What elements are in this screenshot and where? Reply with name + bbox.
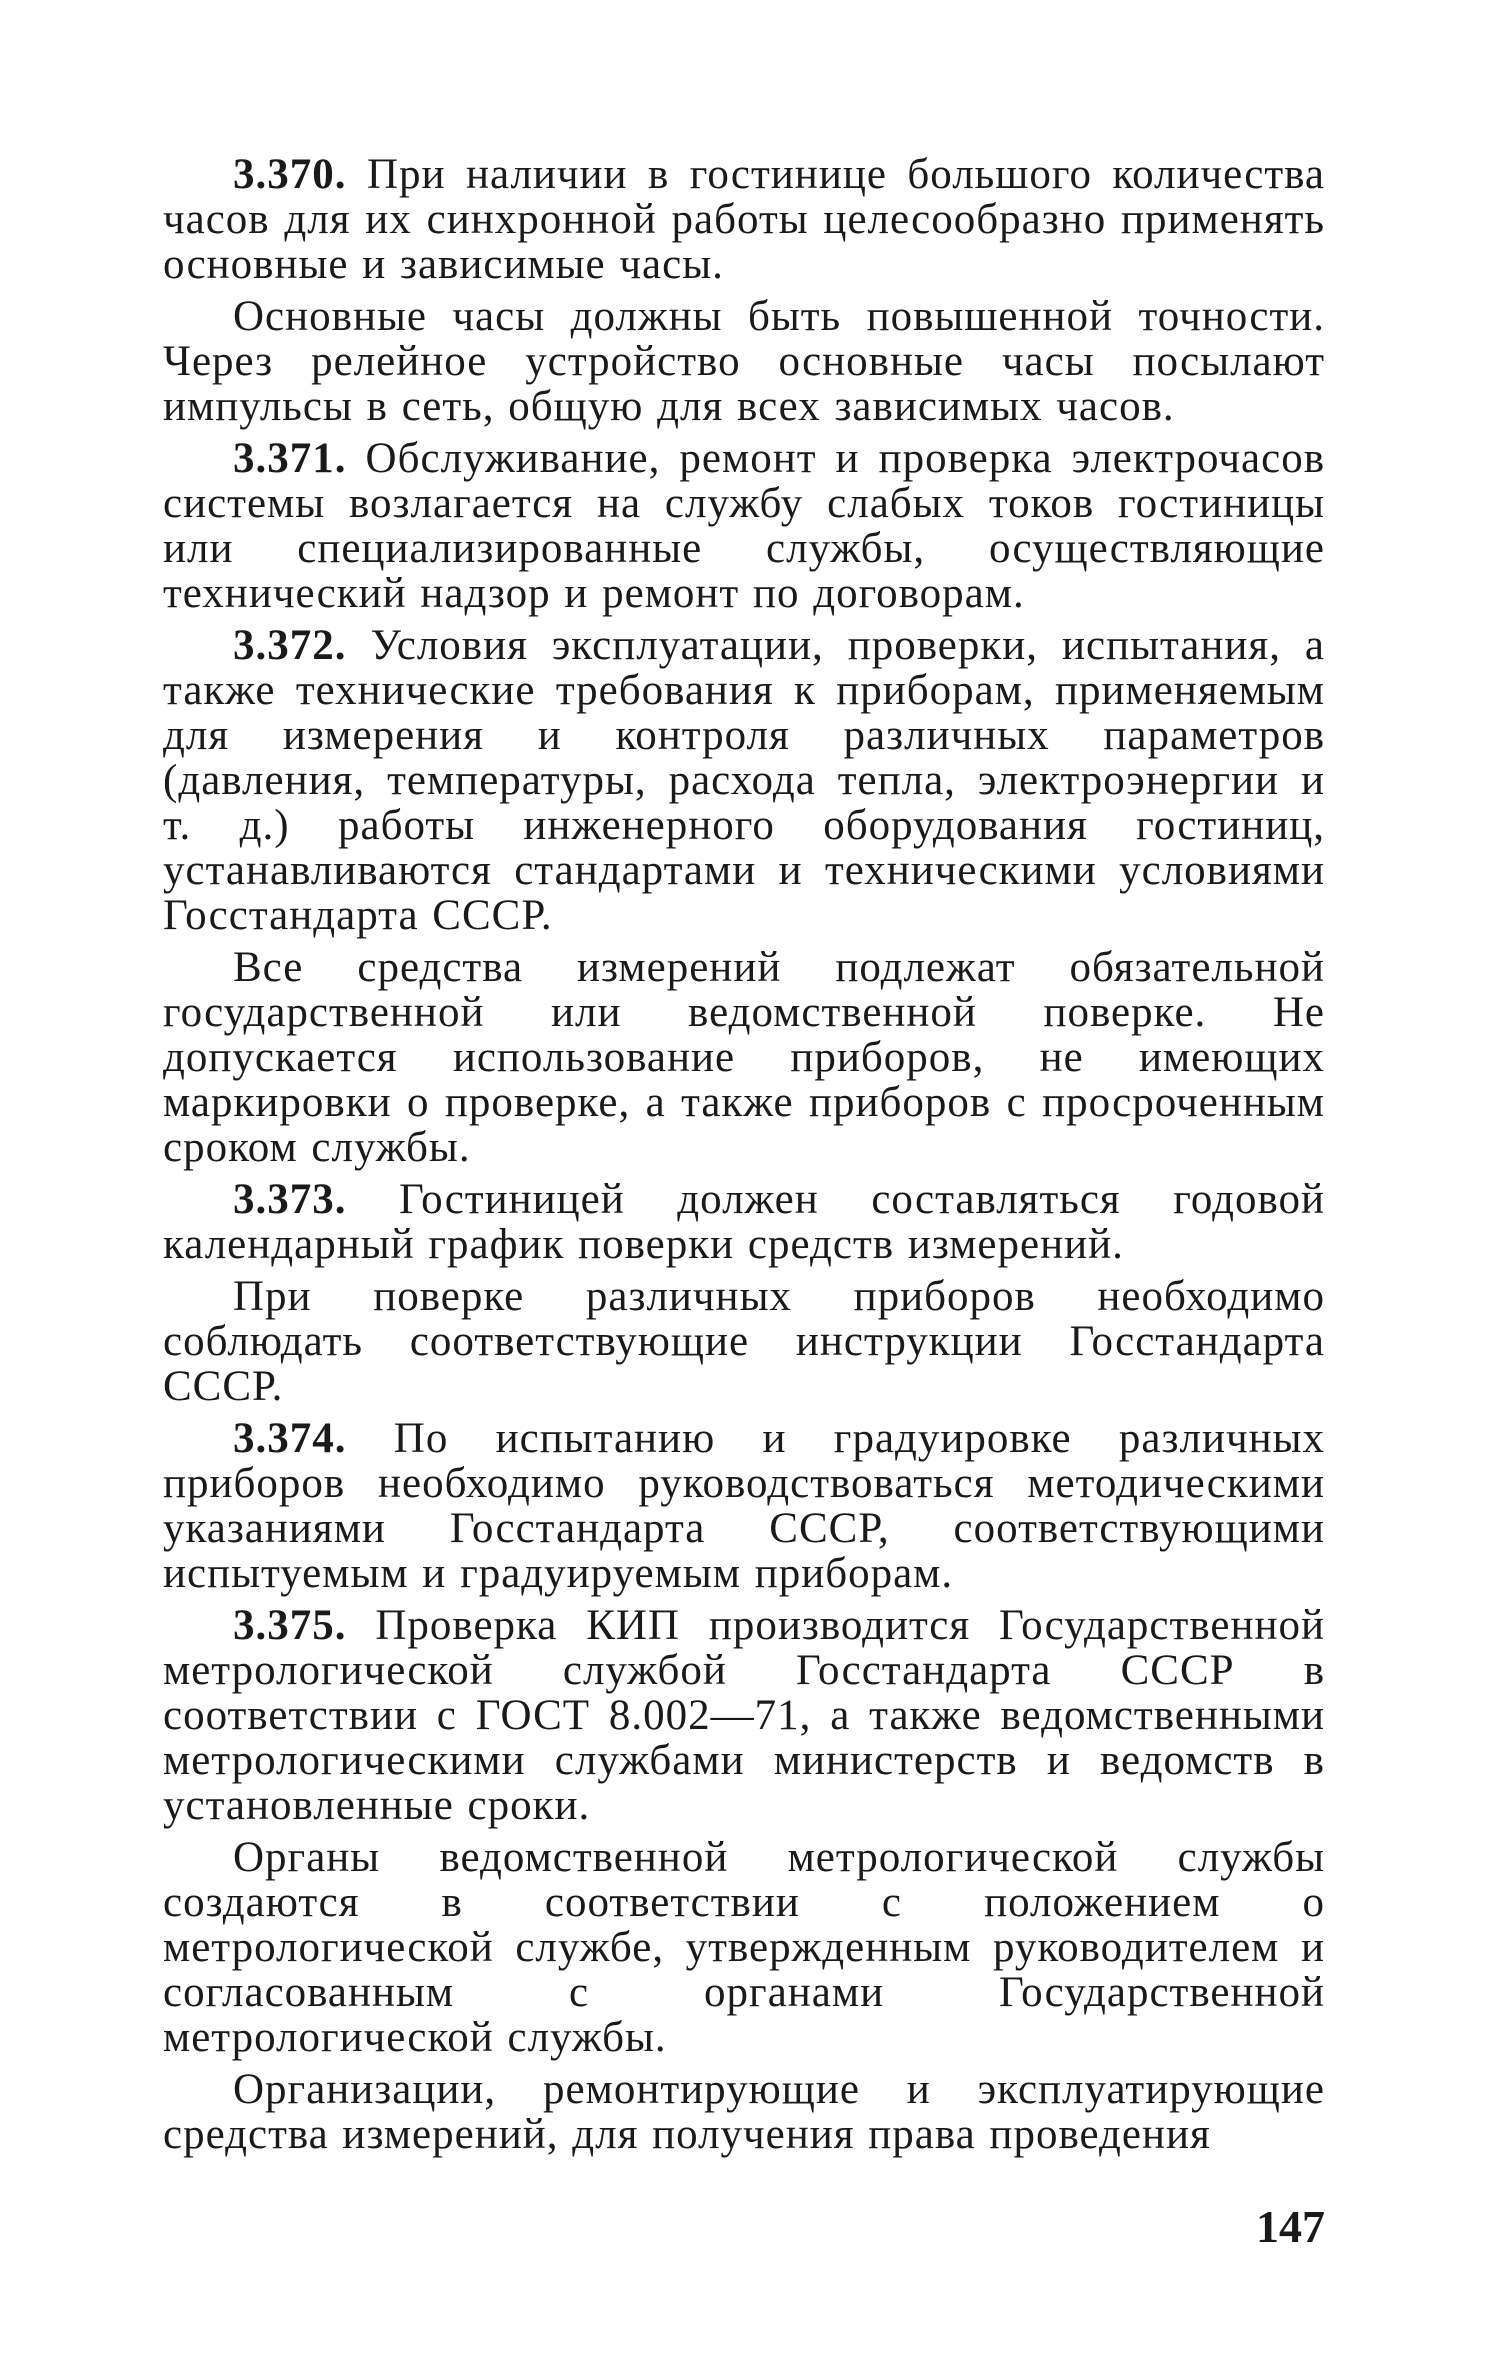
paragraph-3-370 xyxy=(163,152,1325,287)
paragraph-3-373 xyxy=(163,1177,1325,1267)
paragraph-text: Органы ведомственной метрологической службы создаются в соответствии с положением о метрологической службе, утвержденным руководителем и согласованным с органами Государственной метрологической службы. xyxy=(163,1834,1325,2061)
paragraph-text: По испытанию и градуировке различных приборов необходимо руководствоваться методическими указаниями Госстандарта СССР, соответствующими испытуемым и градуируемым приборам. xyxy=(163,1415,1325,1597)
paragraph-text: Гостиницей должен составляться годовой календарный график поверки средств измерений. xyxy=(163,1176,1325,1268)
paragraph-text: При поверке различных приборов необходимо соблюдать соответствующие инструкции Госстандарта СССР. xyxy=(163,1273,1325,1410)
clause-number: 3.371. xyxy=(233,435,347,482)
paragraph-verification xyxy=(163,945,1325,1170)
clause-number: 3.374. xyxy=(233,1415,347,1462)
clause-number: 3.375. xyxy=(233,1602,347,1649)
paragraph-main-clocks xyxy=(163,294,1325,429)
paragraph-text: Обслуживание, ремонт и проверка электрочасов системы возлагается на службу слабых токов гостиницы или специализированные службы, осуществляющие технический надзор и ремонт по договорам. xyxy=(163,435,1325,617)
paragraph-text: При наличии в гостинице большого количества часов для их синхронной работы целесообразно применять основные и зависимые часы. xyxy=(163,151,1325,288)
paragraph-text: Условия эксплуатации, проверки, испытания, а также технические требования к приборам, применяемым для измерения и контроля различных параметров (давления, температуры, расхода тепла, электроэнергии и т. д.) работы инженерного оборудования гостиниц, устанавливаются стандартами и техническими условиями Госстандарта СССР. xyxy=(163,622,1325,939)
clause-number: 3.373. xyxy=(233,1176,347,1223)
clause-number: 3.372. xyxy=(233,622,347,669)
paragraph-instructions xyxy=(163,1274,1325,1409)
paragraph-metrology-bodies xyxy=(163,1835,1325,2060)
paragraph-text: Организации, ремонтирующие и эксплуатирующие средства измерений, для получения права проведения xyxy=(163,2066,1325,2158)
paragraph-text: Основные часы должны быть повышенной точности. Через релейное устройство основные часы посылают импульсы в сеть, общую для всех зависимых часов. xyxy=(163,293,1325,430)
paragraph-text: Проверка КИП производится Государственной метрологической службой Госстандарта СССР в соответствии с ГОСТ 8.002—71, а также ведомственными метрологическими службами министерств и ведомств в установленные сроки. xyxy=(163,1602,1325,1829)
body-text xyxy=(163,152,1325,2164)
paragraph-3-374 xyxy=(163,1416,1325,1596)
paragraph-3-375 xyxy=(163,1603,1325,1828)
paragraph-text: Все средства измерений подлежат обязательной государственной или ведомственной поверке. Не допускается использование приборов, не имеющих маркировки о проверке, а также приборов с просроченным сроком службы. xyxy=(163,944,1325,1171)
clause-number: 3.370. xyxy=(233,151,347,198)
paragraph-3-371 xyxy=(163,436,1325,616)
page-number: 147 xyxy=(1256,2201,1325,2252)
paragraph-3-372 xyxy=(163,623,1325,938)
paragraph-organizations xyxy=(163,2067,1325,2157)
